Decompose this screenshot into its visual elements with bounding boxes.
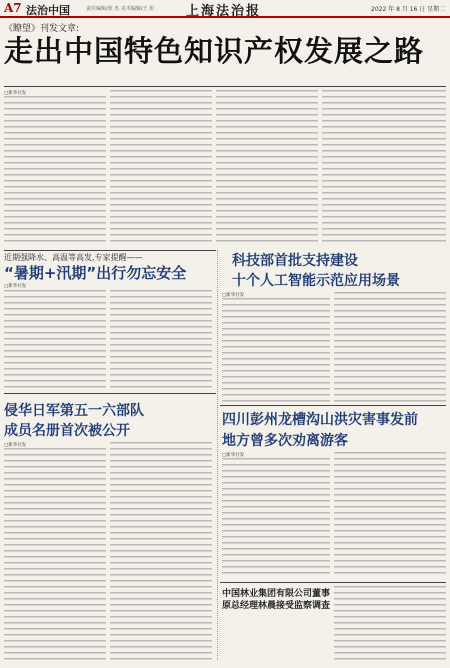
story5-text-col-1: [4, 448, 106, 663]
page-number: A7: [4, 1, 22, 15]
story5-text-col-2: [110, 442, 212, 663]
lead-text-col-1: [4, 96, 106, 246]
lead-text-col-2: [110, 90, 212, 246]
story5-byline: □新华社发: [4, 443, 27, 448]
column-divider: [217, 250, 218, 660]
story6-text: [334, 586, 446, 662]
lead-headline: 走出中国特色知识产权发展之路: [4, 34, 425, 68]
lead-byline: □新华社发: [4, 91, 27, 96]
story5-headline-2: 成员名册首次被公开: [4, 423, 130, 439]
story6-headline-2: 原总经理林晨接受监察调查: [222, 601, 331, 611]
story2-kicker: 近期强降水、高温等高发,专家提醒——: [4, 253, 143, 262]
story2-byline: □新华社发: [4, 284, 27, 289]
story4-headline-2: 地方曾多次劝离游客: [222, 433, 348, 449]
story4-text-col-1: [222, 458, 330, 578]
newspaper-logo: 上海法治报: [186, 4, 262, 19]
story5-headline-1: 侵华日军第五一六部队: [4, 403, 144, 419]
editor-credits: 责任编辑/张 杰 美术编辑/王 彤: [86, 6, 155, 12]
lead-kicker: 《瞭望》刊发文章:: [4, 24, 80, 34]
story2-text-col-1: [4, 290, 106, 390]
story6-headline-1: 中国林业集团有限公司董事: [222, 589, 331, 599]
story2-text-col-2: [110, 290, 212, 390]
lead-text-col-3: [216, 90, 318, 246]
story3-text-col-2: [334, 292, 446, 402]
section-name: 法治中国: [26, 4, 70, 17]
story4-headline-1: 四川彭州龙槽沟山洪灾害事发前: [222, 412, 418, 428]
story2-headline: “暑期+汛期”出行勿忘安全: [4, 264, 187, 282]
masthead: [0, 0, 450, 18]
story4-byline: □新华社发: [222, 453, 245, 458]
story4-rule: [220, 405, 446, 406]
story3-headline-2: 十个人工智能示范应用场景: [232, 273, 400, 289]
lead-text-col-4: [322, 90, 446, 246]
story5-rule: [4, 393, 216, 394]
story6-rule: [220, 582, 446, 583]
issue-date: 2022 年 8 月 16 日 星期二: [371, 6, 446, 13]
story4-text-col-2: [334, 452, 446, 578]
story3-text-col-1: [222, 298, 330, 402]
story3-byline: □新华社发: [222, 293, 245, 298]
story2-rule: [4, 250, 216, 251]
story3-headline-1: 科技部首批支持建设: [232, 253, 358, 269]
lead-rule: [4, 86, 446, 87]
